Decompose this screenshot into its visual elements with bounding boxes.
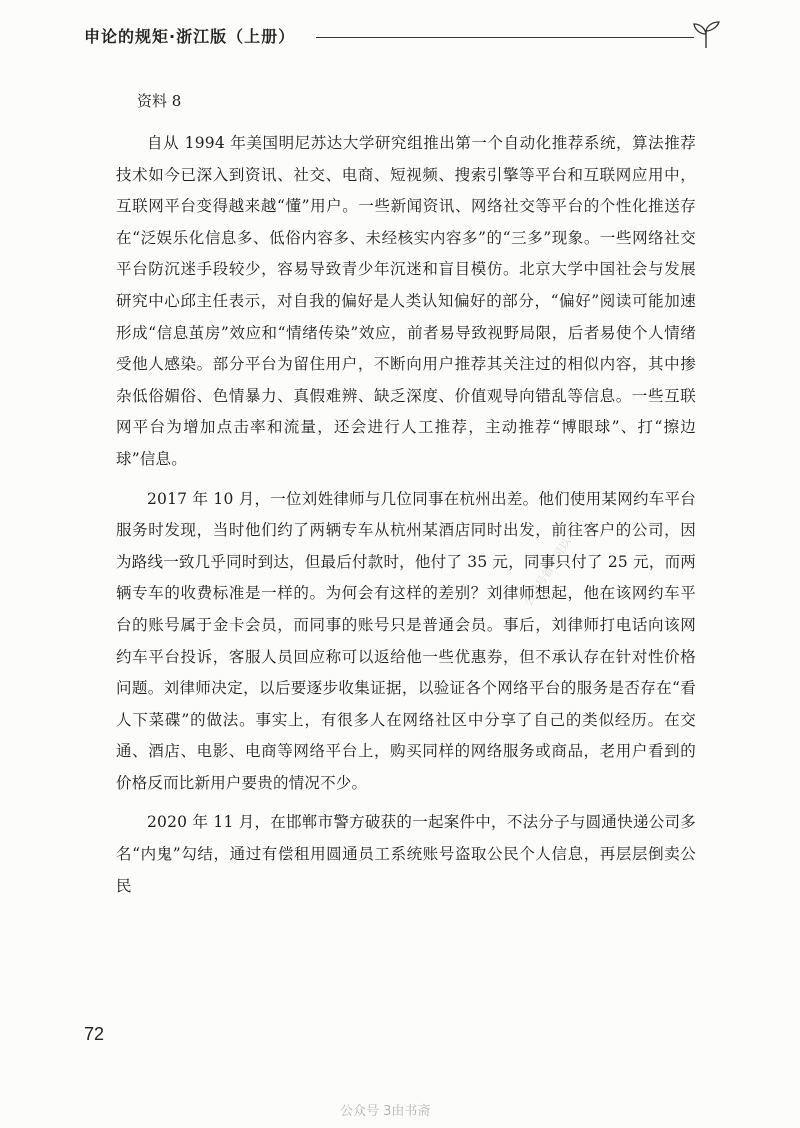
watermark-text: 公众号备考可以 xyxy=(521,535,574,608)
body-text xyxy=(116,128,696,910)
paragraph: 自从 1994 年美国明尼苏达大学研究组推出第一个自动化推荐系统，算法推荐技术如今已深入到资讯、社交、电商、短视频、搜索引擎等平台和互联网应用中，互联网平台变得越来越“懂”用户。一些新闻资讯、网络社交等平台的个性化推送存在“泛娱乐化信息多、低俗内容多、未经核实内容多”的“三多”现象。一些网络社交平台防沉迷手段较少，容易导致青少年沉迷和盲目模仿。北京大学中国社会与发展研究中心邱主任表示，对自我的偏好是人类认知偏好的部分，“偏好”阅读可能加速形成“信息茧房”效应和“情绪传染”效应，前者易导致视野局限，后者易使个人情绪受他人感染。部分平台为留住用户，不断向用户推荐其关注过的相似内容，其中掺杂低俗媚俗、色情暴力、真假难辨、缺乏深度、价值观导向错乱等信息。一些互联网平台为增加点击率和流量，还会进行人工推荐，主动推荐“博眼球”、打“擦边球”信息。 xyxy=(116,134,696,468)
page-number: 72 xyxy=(84,1024,105,1044)
book-title: 申论的规矩·浙江版（上册） xyxy=(84,27,296,46)
header-rule xyxy=(316,37,694,38)
sprout-icon xyxy=(690,20,722,50)
footer-watermark: 公众号 3由书斋 xyxy=(340,1104,431,1119)
running-header xyxy=(84,20,724,56)
section-label: 资料 8 xyxy=(137,92,182,110)
paragraph: 2017 年 10 月，一位刘姓律师与几位同事在杭州出差。他们使用某网约车平台服务时发现，当时他们约了两辆专车从杭州某酒店同时出发，前往客户的公司，因为路线一致几乎同时到达，但最后付款时，他付了 35 元，同事只付了 25 元，而两辆专车的收费标准是一样的。为何会有这样的差别？刘律师想起，他在该网约车平台的账号属于金卡会员，而同事的账号只是普通会员。事后，刘律师打电话向该网约车平台投诉，客服人员回应称可以返给他一些优惠券，但不承认存在针对性价格问题。刘律师决定，以后要逐步收集证据，以验证各个网络平台的服务是否存在“看人下菜碟”的做法。事实上，有很多人在网络社区中分享了自己的类似经历。在交通、酒店、电影、电商等网络平台上，购买同样的网络服务或商品，老用户看到的价格反而比新用户要贵的情况不少。 xyxy=(116,489,696,792)
paragraph: 2020 年 11 月，在邯郸市警方破获的一起案件中，不法分子与圆通快递公司多名“内鬼”勾结，通过有偿租用圆通员工系统账号盗取公民个人信息，再层层倒卖公民 xyxy=(116,813,696,895)
